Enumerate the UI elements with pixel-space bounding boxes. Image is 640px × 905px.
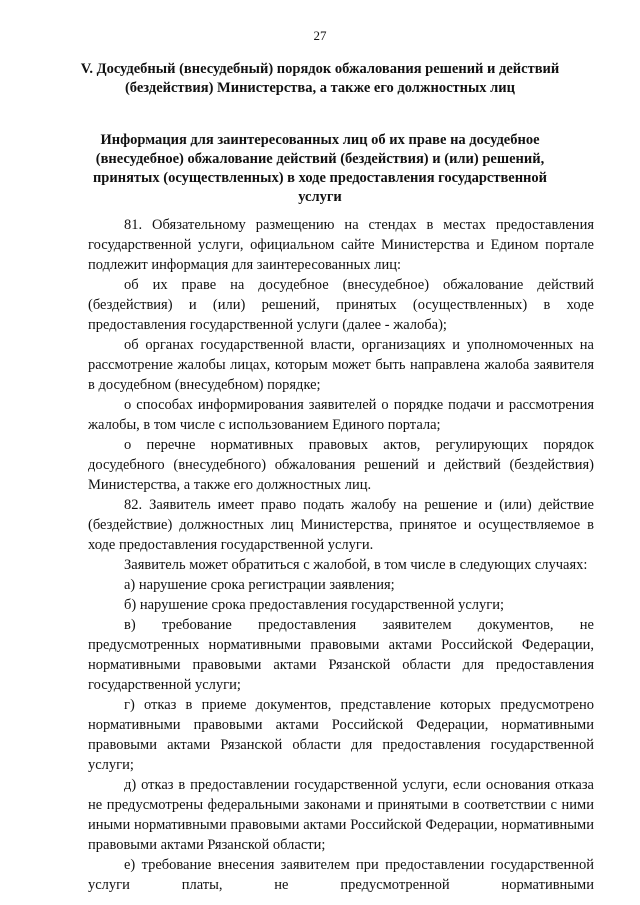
paragraph-legal-acts: о перечне нормативных правовых актов, регулирующих порядок досудебного (внесудебного) обжалования решений и действий (бездействия) Министерства, а также его должностных лиц. xyxy=(88,437,594,493)
paragraph-authorities: об органах государственной власти, организациях и уполномоченных на рассмотрение жалобы лицах, которым может быть направлена жалоба заявителя в досудебном (внесудебном) порядке; xyxy=(88,337,594,393)
paragraph-informing-methods: о способах информирования заявителей о порядке подачи и рассмотрения жалобы, в том числе с использованием Единого портала; xyxy=(88,397,594,433)
document-body xyxy=(88,215,594,895)
paragraph-cases-intro: Заявитель может обратиться с жалобой, в том числе в следующих случаях: xyxy=(124,557,588,573)
subsection-title: Информация для заинтересованных лиц об их праве на досудебное (внесудебное) обжалование действий (бездействия) и (или) решений, принятых (осуществленных) в ходе предоставления государственной услуги xyxy=(92,132,548,205)
list-item-g: г) отказ в приеме документов, представление которых предусмотрено нормативными правовыми актами Российской Федерации, нормативными правовыми актами Рязанской области для предоставления государственной услуги; xyxy=(88,697,594,773)
list-item-a: а) нарушение срока регистрации заявления; xyxy=(124,577,395,593)
page-number: 27 xyxy=(313,28,327,43)
paragraph-right-to-appeal: об их праве на досудебное (внесудебное) обжалование действий (бездействия) и (или) решений, принятых (осуществленных) в ходе предоставления государственной услуги (далее - жалоба); xyxy=(88,277,594,333)
section-title: V. Досудебный (внесудебный) порядок обжалования решений и действий (бездействия) Министерства, а также его должностных лиц xyxy=(80,61,560,96)
paragraph-82: 82. Заявитель имеет право подать жалобу на решение и (или) действие (бездействие) должностных лиц Министерства, принятое и осуществляемое в ходе предоставления государственной услуги. xyxy=(88,497,594,553)
list-item-b: б) нарушение срока предоставления государственной услуги; xyxy=(124,597,504,613)
list-item-v: в) требование предоставления заявителем документов, не предусмотренных нормативными правовыми актами Российской Федерации, нормативными правовыми актами Рязанской области для предоставления государственной услуги; xyxy=(88,617,594,693)
list-item-e: е) требование внесения заявителем при предоставлении государственной услуги платы, не предусмотренной нормативными xyxy=(88,857,594,893)
list-item-d: д) отказ в предоставлении государственной услуги, если основания отказа не предусмотрены федеральными законами и принятыми в соответствии с ними иными нормативными правовыми актами Российской Федерации, нормативными правовыми актами Рязанской области; xyxy=(88,777,594,853)
paragraph-81: 81. Обязательному размещению на стендах в местах предоставления государственной услуги, официальном сайте Министерства и Едином портале подлежит информация для заинтересованных лиц: xyxy=(88,217,594,273)
